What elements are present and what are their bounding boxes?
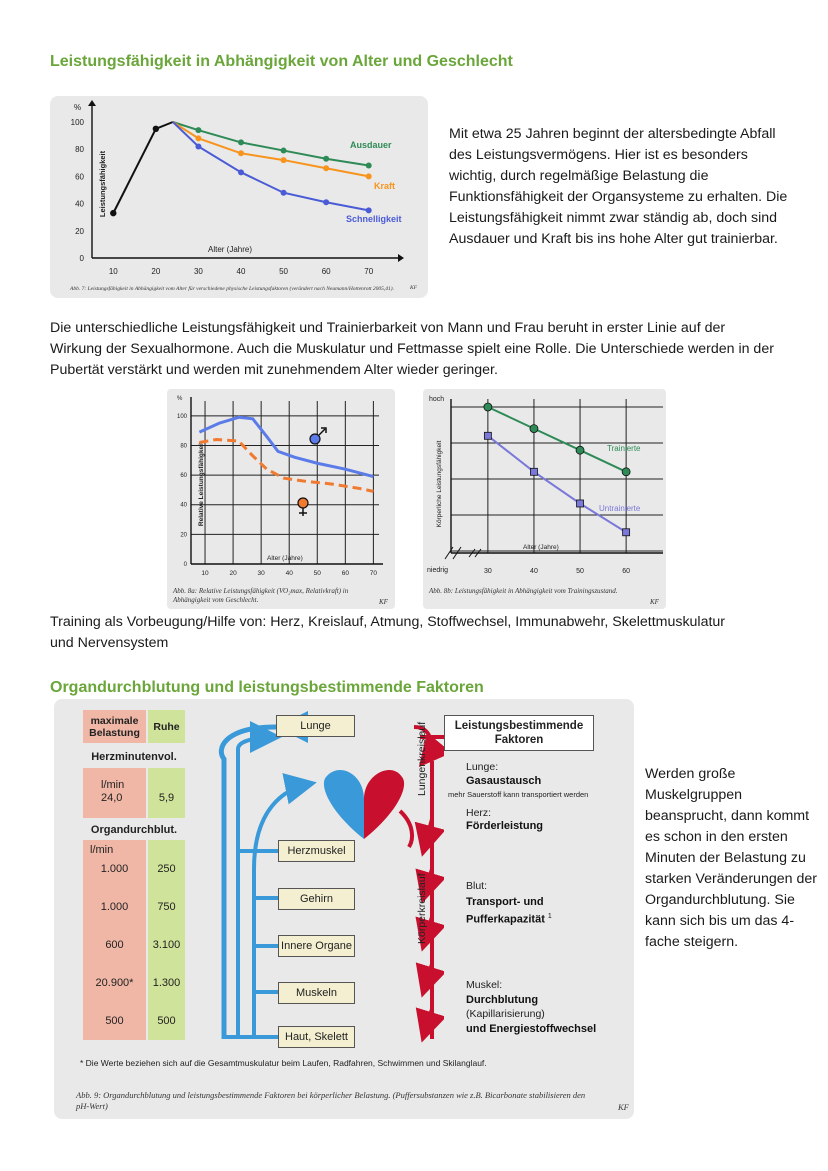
y-tick-label: 20 — [180, 532, 187, 539]
series-point-untrainierte — [577, 500, 584, 507]
organ-muskeln: Muskeln — [278, 982, 355, 1004]
col-max-label: maximale Belastung — [89, 714, 140, 739]
series-point-schnelligkeit — [281, 190, 287, 196]
male-symbol-icon — [310, 434, 320, 444]
male-symbol-arrow-icon — [319, 429, 325, 435]
legend-schnelligkeit: Schnelligkeit — [346, 214, 402, 224]
figure-9-footnote: * Die Werte beziehen sich auf die Gesamtmuskulatur beim Laufen, Radfahren, Schwimmen und Skilanglauf. — [80, 1058, 487, 1068]
hmv-unit: l/min — [101, 779, 125, 791]
factors-title: Leistungsbestimmende Faktoren — [444, 715, 594, 751]
organ-gehirn: Gehirn — [278, 888, 355, 910]
series-point-schnelligkeit — [323, 199, 329, 205]
series-point-trainierte — [622, 468, 630, 476]
x-tick-label: 50 — [279, 267, 289, 276]
label-lungenkreislauf: Lungenkreislauf — [416, 721, 428, 797]
series-point-untrainierte — [484, 432, 491, 439]
figure-9 — [54, 699, 634, 1119]
series-point-kraft — [323, 165, 329, 171]
figure-8b — [423, 389, 666, 609]
y-tick-label: 60 — [75, 172, 84, 182]
shared-point — [110, 210, 116, 216]
y-tick-label: 40 — [75, 199, 84, 209]
female-symbol-icon — [298, 498, 308, 508]
factor-herz-label: Herz: — [466, 807, 492, 819]
y-tick-label: 40 — [180, 502, 187, 509]
factor-lunge-note: mehr Sauerstoff kann transportiert werden — [448, 790, 589, 799]
factor-lunge-label: Lunge: — [466, 761, 499, 773]
y-axis-label: Leistungsfähigkeit — [98, 150, 107, 218]
y-tick-label: 20 — [75, 226, 84, 236]
x-axis-label: Alter (Jahre) — [523, 544, 559, 551]
factor-blut-bold1: Transport- und — [466, 896, 544, 908]
figure-7 — [50, 96, 428, 298]
x-tick-label: 20 — [229, 570, 237, 577]
series-point-ausdauer — [281, 148, 287, 154]
x-tick-label: 50 — [313, 570, 321, 577]
figure-7-kf: KF — [410, 285, 418, 291]
figure-8a-kf: KF — [379, 598, 388, 606]
factor-blut-bold2-text: Pufferkapazität — [466, 913, 545, 926]
series-line-trainierte — [488, 407, 626, 472]
red-aorta — [400, 811, 412, 847]
series-line-female — [199, 440, 373, 492]
y-unit: % — [177, 396, 183, 402]
hmv-rest: 5,9 — [158, 792, 175, 804]
series-line-male — [199, 417, 373, 476]
x-tick-label: 30 — [257, 570, 265, 577]
chart-training-performance — [423, 389, 666, 609]
x-tick-label: 70 — [364, 267, 374, 276]
od-title: Organdurchblut. — [90, 824, 178, 836]
od-row-gehirn-rest: 750 — [157, 901, 176, 913]
series-point-kraft — [195, 135, 201, 141]
legend-kraft: Kraft — [374, 181, 396, 191]
y-tick-label: 0 — [79, 254, 84, 263]
series-point-kraft — [281, 157, 287, 163]
x-tick-label: 40 — [530, 568, 538, 575]
series-point-trainierte — [576, 446, 584, 454]
organ-lunge: Lunge — [276, 715, 355, 737]
x-tick-label: 40 — [285, 570, 293, 577]
series-point-trainierte — [530, 425, 538, 433]
od-unit: l/min — [90, 844, 114, 856]
od-row-innere-rest: 3.100 — [152, 939, 181, 951]
factor-lunge-bold: Gasaustausch — [466, 775, 542, 787]
series-point-trainierte — [484, 403, 492, 411]
organ-herzmuskel: Herzmuskel — [278, 840, 355, 862]
x-tick-label: 70 — [369, 570, 378, 577]
chart-age-performance — [50, 96, 428, 298]
od-row-gehirn-max: 1.000 — [100, 901, 129, 913]
series-point-kraft — [366, 173, 372, 179]
x-tick-label: 60 — [622, 568, 631, 575]
hmv-max: 24,0 — [101, 792, 123, 804]
section2-paragraph: Die unterschiedliche Leistungsfähigkeit und Trainierbarkeit von Mann und Frau beruht in erster Linie auf der Wirkung der Sexualhormone. Auch die Muskulatur und Fettmasse spielt eine Rolle. Die Unterschiede werden in der Pubertät verstärkt und werden mit zunehmendem Alter wieder geringer. — [50, 320, 774, 378]
training-text: Training als Vorbeugung/Hilfe von: Herz, Kreislauf, Atmung, Stoffwechsel, Immunabwehr, Skelettmuskulatur und Nervensystem — [50, 614, 726, 651]
x-tick-label: 30 — [193, 267, 203, 276]
y-unit: % — [74, 103, 82, 112]
series-line-untrainierte — [488, 436, 626, 532]
figure-8b-kf: KF — [650, 598, 659, 606]
legend-untrainierte: Untrainierte — [599, 504, 641, 513]
x-tick-label: 10 — [201, 570, 209, 577]
series-point-untrainierte — [530, 468, 537, 475]
factor-blut-label: Blut: — [466, 880, 488, 892]
factor-muskel-note: (Kapillarisierung) — [466, 1008, 545, 1020]
y-axis-label: Relative Leistungsfähigkeit — [198, 441, 205, 527]
hmv-title: Herzminutenvol. — [91, 751, 177, 763]
shared-curve — [113, 122, 173, 213]
x-axis-label: Alter (Jahre) — [267, 555, 303, 562]
section1-heading: Leistungsfähigkeit in Abhängigkeit von Alter und Geschlecht — [50, 53, 513, 70]
x-axis-label: Alter (Jahre) — [208, 245, 253, 254]
series-line-schnelligkeit — [173, 122, 369, 210]
x-tick-label: 50 — [576, 568, 584, 575]
factor-muskel-bold: Durchblutung — [466, 994, 539, 1006]
y-tick-label: 0 — [183, 562, 187, 568]
y-tick-label: 80 — [75, 145, 84, 155]
series-point-schnelligkeit — [238, 169, 244, 175]
organ-haut: Haut, Skelett — [278, 1026, 355, 1048]
od-row-innere-max: 600 — [105, 939, 124, 951]
figure-7-caption: Abb. 7: Leistungsfähigkeit in Abhängigkeit vom Alter für verschiedene physische Leistungsfaktoren (verändert nach Neumann/Hottenrott 2005,41). — [70, 286, 394, 292]
x-tick-label: 30 — [483, 568, 492, 575]
od-row-haut-max: 500 — [105, 1015, 124, 1027]
x-tick-label: 20 — [151, 267, 161, 276]
series-point-kraft — [238, 150, 244, 156]
y-tick-label: 80 — [180, 443, 187, 450]
figure-9-kf: KF — [618, 1102, 629, 1112]
factor-muskel-bold2: und Energiestoffwechsel — [466, 1023, 597, 1035]
factor-herz-bold: Förderleistung — [466, 820, 544, 832]
section3-side-text: Werden große Muskelgruppen beansprucht, dann kommt es schon in den ersten Minuten der Belastung zu starken Veränderungen der Organdurchblutung. Sie kann sich bis um das 4-fache steigern. — [645, 766, 817, 950]
heart-right-half — [364, 770, 404, 839]
col-rest-label: Ruhe — [153, 720, 180, 733]
od-row-muskeln-rest: 1.300 — [152, 977, 181, 989]
organ-innere: Innere Organe — [278, 935, 355, 957]
section1-side-text: Mit etwa 25 Jahren beginnt der altersbedingte Abfall des Leistungsvermögens. Hier ist es besonders wichtig, durch regelmäßige Belastung die Funktionsfähigkeit der Organsysteme zu erhalten. Die Leistungsfähigkeit nimmt zwar ständig ab, doch sind Ausdauer und Kraft bis ins hohe Alter gut trainierbar. — [449, 126, 788, 247]
od-row-haut-rest: 500 — [157, 1015, 176, 1027]
legend-trainierte: Trainierte — [607, 444, 641, 453]
x-axis-arrow — [398, 254, 404, 262]
y-tick-label: 60 — [180, 473, 187, 480]
y-tick-label: 100 — [70, 118, 84, 127]
od-row-muskeln-max: 20.900* — [95, 977, 134, 989]
series-point-ausdauer — [195, 127, 201, 133]
x-tick-label: 60 — [321, 267, 331, 276]
factor-blut-sup: 1 — [547, 913, 552, 920]
figure-8b-caption: Abb. 8b: Leistungsfähigkeit in Abhängigkeit vom Trainingszustand. — [429, 587, 618, 595]
shared-point — [153, 126, 159, 132]
x-tick-label: 10 — [108, 267, 118, 276]
section3-heading: Organdurchblutung und leistungsbestimmende Faktoren — [50, 679, 484, 696]
heart-left-half — [324, 770, 364, 839]
y-bottom-label: niedrig — [427, 567, 449, 574]
figure-8a — [167, 389, 395, 609]
series-point-ausdauer — [323, 156, 329, 162]
factor-blut-bold2 — [466, 910, 552, 927]
y-axis-arrow — [88, 100, 96, 106]
factor-muskel-label: Muskel: — [466, 979, 503, 991]
series-point-schnelligkeit — [366, 207, 372, 213]
y-tick-label: 100 — [176, 413, 187, 420]
series-point-ausdauer — [366, 163, 372, 169]
series-point-schnelligkeit — [195, 143, 201, 149]
x-tick-label: 60 — [341, 570, 349, 577]
chart-gender-performance — [167, 389, 395, 609]
figure-9-caption: Abb. 9: Organdurchblutung und leistungsbestimmende Faktoren bei körperlicher Belastung. (Puffersubstanzen wie z.B. Bicarbonate stabilisieren den pH-Wert) — [76, 1090, 586, 1111]
figure-8a-caption: Abb. 8a: Relative Leistungsfähigkeit (VO₂max, Relativkraft) in Abhängigkeit vom Geschlecht. — [173, 587, 349, 604]
label-koerperkreislauf: Körperkreislauf — [416, 873, 428, 945]
series-point-ausdauer — [238, 139, 244, 145]
x-tick-label: 40 — [236, 267, 246, 276]
y-axis-label: Körperliche Leistungsfähigkeit — [436, 440, 443, 528]
legend-ausdauer: Ausdauer — [350, 140, 392, 150]
y-top-label: hoch — [429, 396, 445, 403]
series-point-untrainierte — [623, 529, 630, 536]
od-row-herzmuskel-rest: 250 — [157, 863, 176, 875]
od-row-herzmuskel-max: 1.000 — [100, 863, 129, 875]
